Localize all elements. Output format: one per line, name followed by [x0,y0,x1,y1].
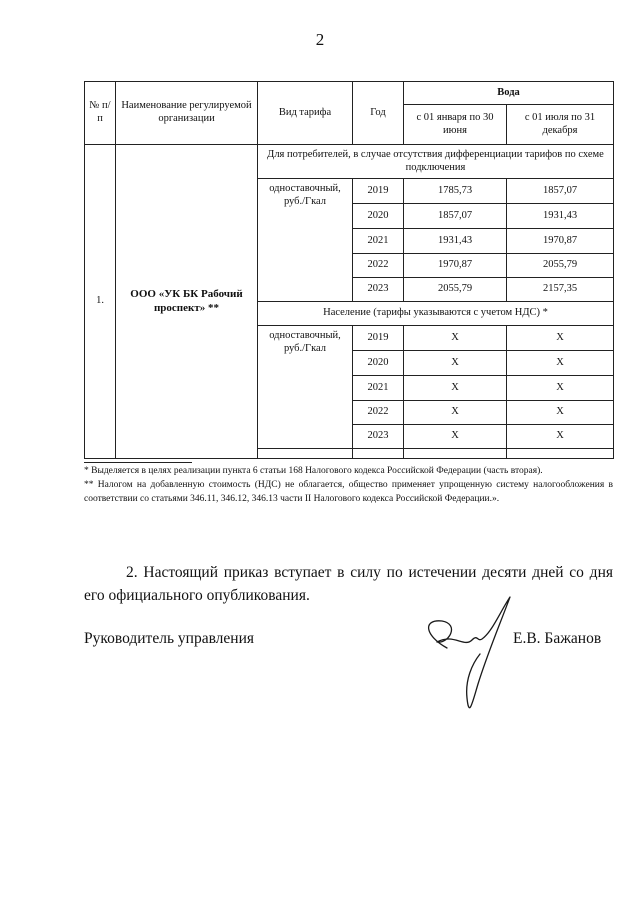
header-tariff-type: Вид тарифа [258,82,353,145]
tariff-value: Х [507,351,614,376]
tariff-value: 1857,07 [404,204,507,229]
footnote-tax-exempt: ** Налогом на добавленную стоимость (НДС) не облагается, общество применяет упрощенную систему налогообложения в соответствии со статьями 346.11, 346.12, 346.13 части II Налогового кодекса Российской Федерации.». [84,480,613,504]
footnote-vat: * Выделяется в целях реализации пункта 6 статьи 168 Налогового кодекса Российской Федерации (часть вторая). [84,466,543,476]
footnote-divider [84,462,192,463]
tariff-value: 1857,07 [507,179,614,204]
footnotes [84,462,613,506]
tariff-value: Х [404,351,507,376]
section1-title: Для потребителей, в случае отсутствия дифференциации тарифов по схеме подключения [258,145,614,179]
year-cell: 2022 [353,401,404,425]
year-cell: 2019 [353,326,404,351]
tariff-value: 2055,79 [507,254,614,278]
order-paragraph: 2. Настоящий приказ вступает в силу по истечении десяти дней со дня его официального опубликования. [84,564,613,604]
tariff-value: 2157,35 [507,278,614,302]
year-cell: 2021 [353,376,404,401]
section1-tariff: одноставочный, руб./Гкал [258,179,353,302]
tariff-value: 1931,43 [507,204,614,229]
tariff-value: Х [404,425,507,449]
tariff-value: 1970,87 [404,254,507,278]
tariff-value: Х [404,326,507,351]
table-empty-cell [258,449,353,459]
year-cell: 2022 [353,254,404,278]
signer-name: Е.В. Бажанов [513,630,602,647]
table-empty-cell [404,449,507,459]
table-empty-cell [353,449,404,459]
signature-image [420,592,515,722]
tariff-value: Х [507,326,614,351]
year-cell: 2023 [353,425,404,449]
header-period-2: с 01 июля по 31 декабря [507,105,614,145]
page-number: 2 [315,30,325,49]
year-cell: 2020 [353,351,404,376]
header-number: № п/п [85,82,116,145]
year-cell: 2023 [353,278,404,302]
year-cell: 2019 [353,179,404,204]
header-water: Вода [404,82,614,105]
tariff-value: Х [404,376,507,401]
tariff-value: 1785,73 [404,179,507,204]
tariff-value: Х [404,401,507,425]
header-year: Год [353,82,404,145]
signer-position: Руководитель управления [84,630,255,647]
tariff-value: 1970,87 [507,229,614,254]
tariff-value: Х [507,401,614,425]
year-cell: 2021 [353,229,404,254]
year-cell: 2020 [353,204,404,229]
section2-tariff: одноставочный, руб./Гкал [258,326,353,449]
tariff-table [84,81,614,459]
header-organization: Наименование регулируемой организации [116,82,258,145]
tariff-value: 2055,79 [404,278,507,302]
tariff-value: 1931,43 [404,229,507,254]
row-number: 1. [85,145,116,459]
organization-name: ООО «УК БК Рабочий проспект» ** [116,145,258,459]
table-empty-cell [507,449,614,459]
tariff-value: Х [507,376,614,401]
header-period-1: с 01 января по 30 июня [404,105,507,145]
section2-title: Население (тарифы указываются с учетом НДС) * [258,302,614,326]
tariff-value: Х [507,425,614,449]
